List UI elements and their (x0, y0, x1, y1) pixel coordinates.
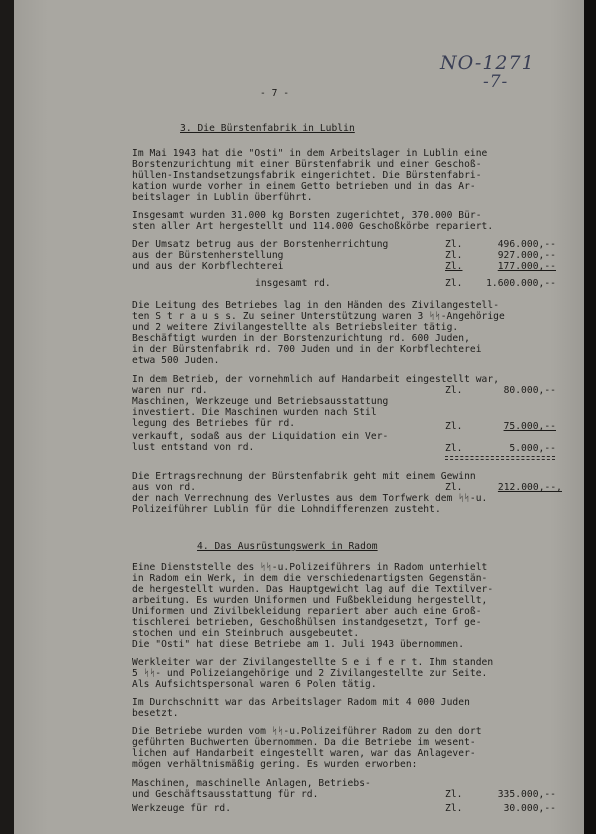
section-4-heading: 4. Das Ausrüstungswerk in Radom (197, 541, 378, 552)
s4-p3-line: Im Durchschnitt war das Arbeitslager Radom mit 4 000 Juden (132, 697, 470, 708)
s3-p1-line: beitslager in Lublin überführt. (132, 192, 313, 203)
s4-p1-line: de hergestellt wurden. Das Hauptgewicht lag auf die Textilver- (132, 584, 494, 595)
s3-p3-line: etwa 500 Juden. (132, 355, 220, 366)
s3-p1-line: Borstenzurichtung mit einer Bürstenfabrik und einer Geschoß- (132, 159, 482, 170)
s3-p4-line: verkauft, sodaß aus der Liquidation ein Ver- (132, 431, 389, 442)
s4-p1-line: Eine Dienststelle des ᛋᛋ-u.Polizeiführers in Radom unterhielt (132, 562, 488, 573)
double-rule (445, 456, 555, 457)
s4-p2-line: 5 ᛋᛋ- und Polizeiangehörige und 2 Zivilangestellte zur Seite. (132, 668, 488, 679)
s4-p4-line: geführten Buchwerten übernommen. Da die Betriebe im wesent- (132, 737, 476, 748)
s3-p3-line: in der Bürstenfabrik rd. 700 Juden und in der Korbflechterei (132, 344, 482, 355)
scan-edge (584, 0, 596, 834)
s4-p1-line: tischlerei betrieben, Geschoßhülsen instandgesetzt, Torf ge- (132, 617, 482, 628)
s4-p2-line: Werkleiter war der Zivilangestellte S e i f e r t. Ihm standen (132, 657, 494, 668)
s4-p1-line: arbeitung. Es wurden Uniformen und Fußbekleidung hergestellt, (132, 595, 488, 606)
currency: Zl. (445, 278, 463, 289)
handwritten-document-number: NO-1271 (440, 52, 535, 74)
s4-p1-line: Die "Osti" hat diese Betriebe am 1. Juli 1943 übernommen. (132, 639, 465, 650)
currency: Zl. (445, 443, 463, 454)
s4-p1-line: in Radom ein Werk, in dem die verschiedenartigsten Gegenstän- (132, 573, 488, 584)
s3-p5-line: Die Ertragsrechnung der Bürstenfabrik geht mit einem Gewinn (132, 471, 476, 482)
s4-p4-line: Die Betriebe wurden vom ᛋᛋ-u.Polizeiführer Radom zu den dort (132, 726, 482, 737)
assets-line: Maschinen, maschinelle Anlagen, Betriebs- (132, 778, 371, 789)
umsatz-label: und aus der Korbflechterei (132, 261, 284, 272)
currency: Zl. (445, 250, 463, 261)
page-number: - 7 - (260, 88, 290, 99)
s3-p2-line: Insgesamt wurden 31.000 kg Borsten zugerichtet, 370.000 Bür- (132, 210, 482, 221)
currency: Zl. (445, 803, 463, 814)
currency: Zl. (445, 261, 463, 272)
s3-p5-line: aus von rd. (132, 482, 197, 493)
s3-p1-line: hüllen-Instandsetzungsfabrik eingerichtet. Die Bürstenfabri- (132, 170, 482, 181)
s3-p4-line: waren nur rd. (132, 385, 208, 396)
s3-p5-line: Polizeiführer Lublin für die Lohndifferenzen zusteht. (132, 504, 441, 515)
s3-p4-line: Maschinen, Werkzeuge und Betriebsausstattung (132, 396, 389, 407)
s4-p1-line: stochen und ein Steinbruch ausgebeutet. (132, 628, 360, 639)
amount: 75.000,-- (503, 421, 556, 432)
s3-p3-line: Die Leitung des Betriebes lag in den Händen des Zivilangestell- (132, 300, 500, 311)
total-label: insgesamt rd. (255, 278, 331, 289)
handwritten-page-mark: -7- (483, 72, 509, 92)
total-amount: 1.600.000,-- (486, 278, 556, 289)
umsatz-label: Der Umsatz betrug aus der Borstenherrichtung (132, 239, 389, 250)
section-3-heading: 3. Die Bürstenfabrik in Lublin (180, 123, 355, 134)
s3-p1-line: Im Mai 1943 hat die "Osti" in dem Arbeitslager in Lublin eine (132, 148, 488, 159)
s3-p3-line: und 2 weitere Zivilangestellte als Betriebsleiter tätig. (132, 322, 459, 333)
s4-p1-line: Uniformen und Zivilbekleidung repariert aber auch eine Groß- (132, 606, 482, 617)
s3-p4-line: investiert. Die Maschinen wurden nach Stil (132, 407, 377, 418)
s4-p4-line: mögen verhältnismäßig gering. Es wurden erworben: (132, 759, 418, 770)
s3-p4-line: lust entstand von rd. (132, 442, 255, 453)
umsatz-amount: 177.000,-- (497, 261, 556, 272)
s3-p3-line: ten S t r a u s s. Zu seiner Unterstützung waren 3 ᛋᛋ-Angehörige (132, 311, 505, 322)
assets-line: Werkzeuge für rd. (132, 803, 232, 814)
s3-p3-line: Beschäftigt wurden in der Borstenzurichtung rd. 600 Juden, (132, 333, 470, 344)
s3-p4-intro: In dem Betrieb, der vornehmlich auf Handarbeit eingestellt war, (132, 374, 500, 385)
asset-amount: 335.000,-- (497, 789, 556, 800)
amount: 80.000,-- (503, 385, 556, 396)
s3-p1-line: kation wurde vorher in einem Getto betrieben und in das Ar- (132, 181, 476, 192)
double-rule (445, 459, 555, 460)
umsatz-amount: 927.000,-- (497, 250, 556, 261)
currency: Zl. (445, 239, 463, 250)
currency: Zl. (445, 482, 463, 493)
currency: Zl. (445, 789, 463, 800)
assets-line: und Geschäftsausstattung für rd. (132, 789, 319, 800)
profit-amount: 212.000,--, (497, 482, 562, 493)
s4-p2-line: Als Aufsichtspersonal waren 6 Polen tätig. (132, 679, 377, 690)
umsatz-label: aus der Bürstenherstellung (132, 250, 284, 261)
s3-p5-line: der nach Verrechnung des Verlustes aus dem Torfwerk dem ᛋᛋ-u. (132, 493, 488, 504)
s4-p4-line: lichen auf Handarbeit eingestellt waren, war das Anlagever- (132, 748, 476, 759)
umsatz-amount: 496.000,-- (497, 239, 556, 250)
s3-p4-line: legung des Betriebes für rd. (132, 418, 296, 429)
currency: Zl. (445, 385, 463, 396)
s4-p3-line: besetzt. (132, 708, 179, 719)
currency: Zl. (445, 421, 463, 432)
s3-p2-line: sten aller Art hergestellt und 114.000 Geschoßkörbe repariert. (132, 221, 494, 232)
asset-amount: 30.000,-- (503, 803, 556, 814)
amount: 5.000,-- (509, 443, 556, 454)
